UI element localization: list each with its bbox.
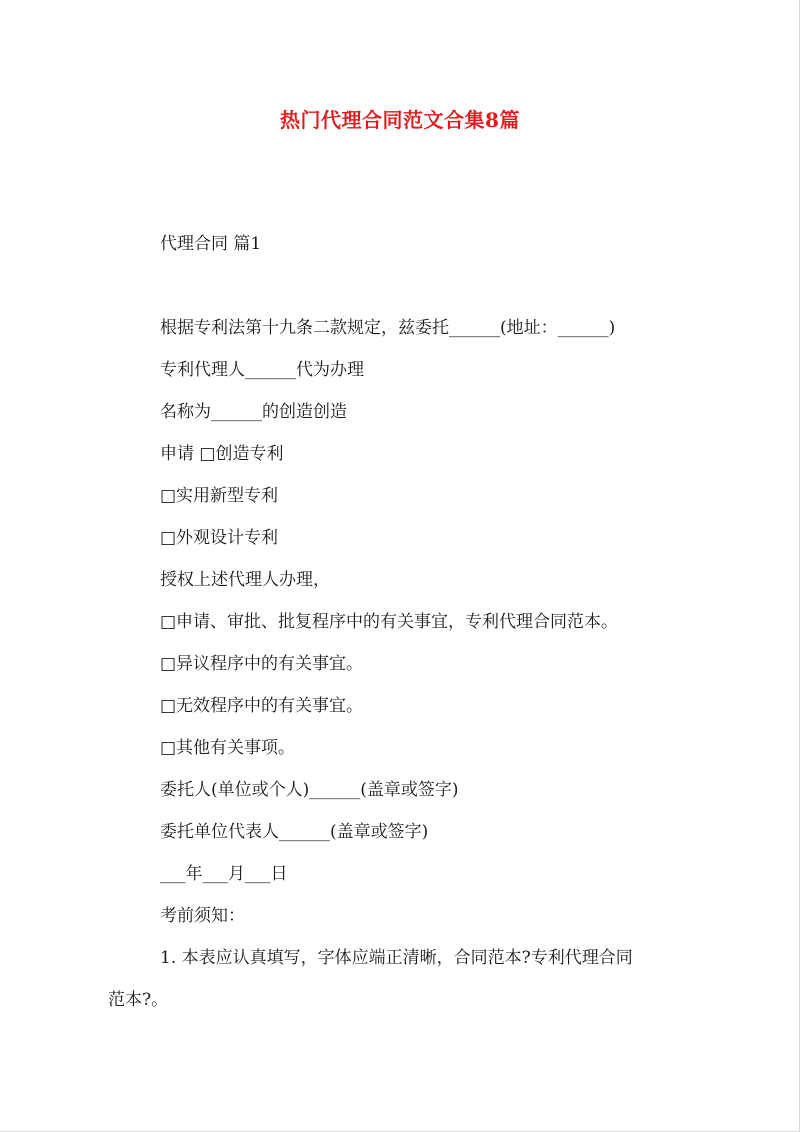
body-line: 授权上述代理人办理， xyxy=(160,570,330,590)
body-line: □无效程序中的有关事宜。 xyxy=(160,696,364,716)
body-line: 专利代理人______代为办理 xyxy=(160,360,364,380)
body-line: □异议程序中的有关事宜。 xyxy=(160,654,364,674)
body-line: □其他有关事项。 xyxy=(160,738,296,758)
body-line: 委托人(单位或个人)______(盖章或签字) xyxy=(160,780,459,800)
body-line: ___年___月___日 xyxy=(160,864,288,884)
body-line: 委托单位代表人______(盖章或签字) xyxy=(160,822,429,842)
section-heading: 代理合同 篇1 xyxy=(160,234,262,254)
body-line: 范本?。 xyxy=(108,990,169,1010)
body-line: □实用新型专利 xyxy=(160,486,279,506)
document-title: 热门代理合同范文合集8篇 xyxy=(280,108,520,132)
body-line: □外观设计专利 xyxy=(160,528,279,548)
body-line: 名称为______的创造创造 xyxy=(160,402,347,422)
body-line: 申请 □创造专利 xyxy=(160,444,284,464)
body-line: 考前须知： xyxy=(160,906,245,926)
body-line: □申请、审批、批复程序中的有关事宜，专利代理合同范本。 xyxy=(160,612,619,632)
body-line: 根据专利法第十九条二款规定，兹委托______(地址：______) xyxy=(160,318,616,338)
body-line: 1. 本表应认真填写，字体应端正清晰，合同范本?专利代理合同 xyxy=(160,948,633,968)
